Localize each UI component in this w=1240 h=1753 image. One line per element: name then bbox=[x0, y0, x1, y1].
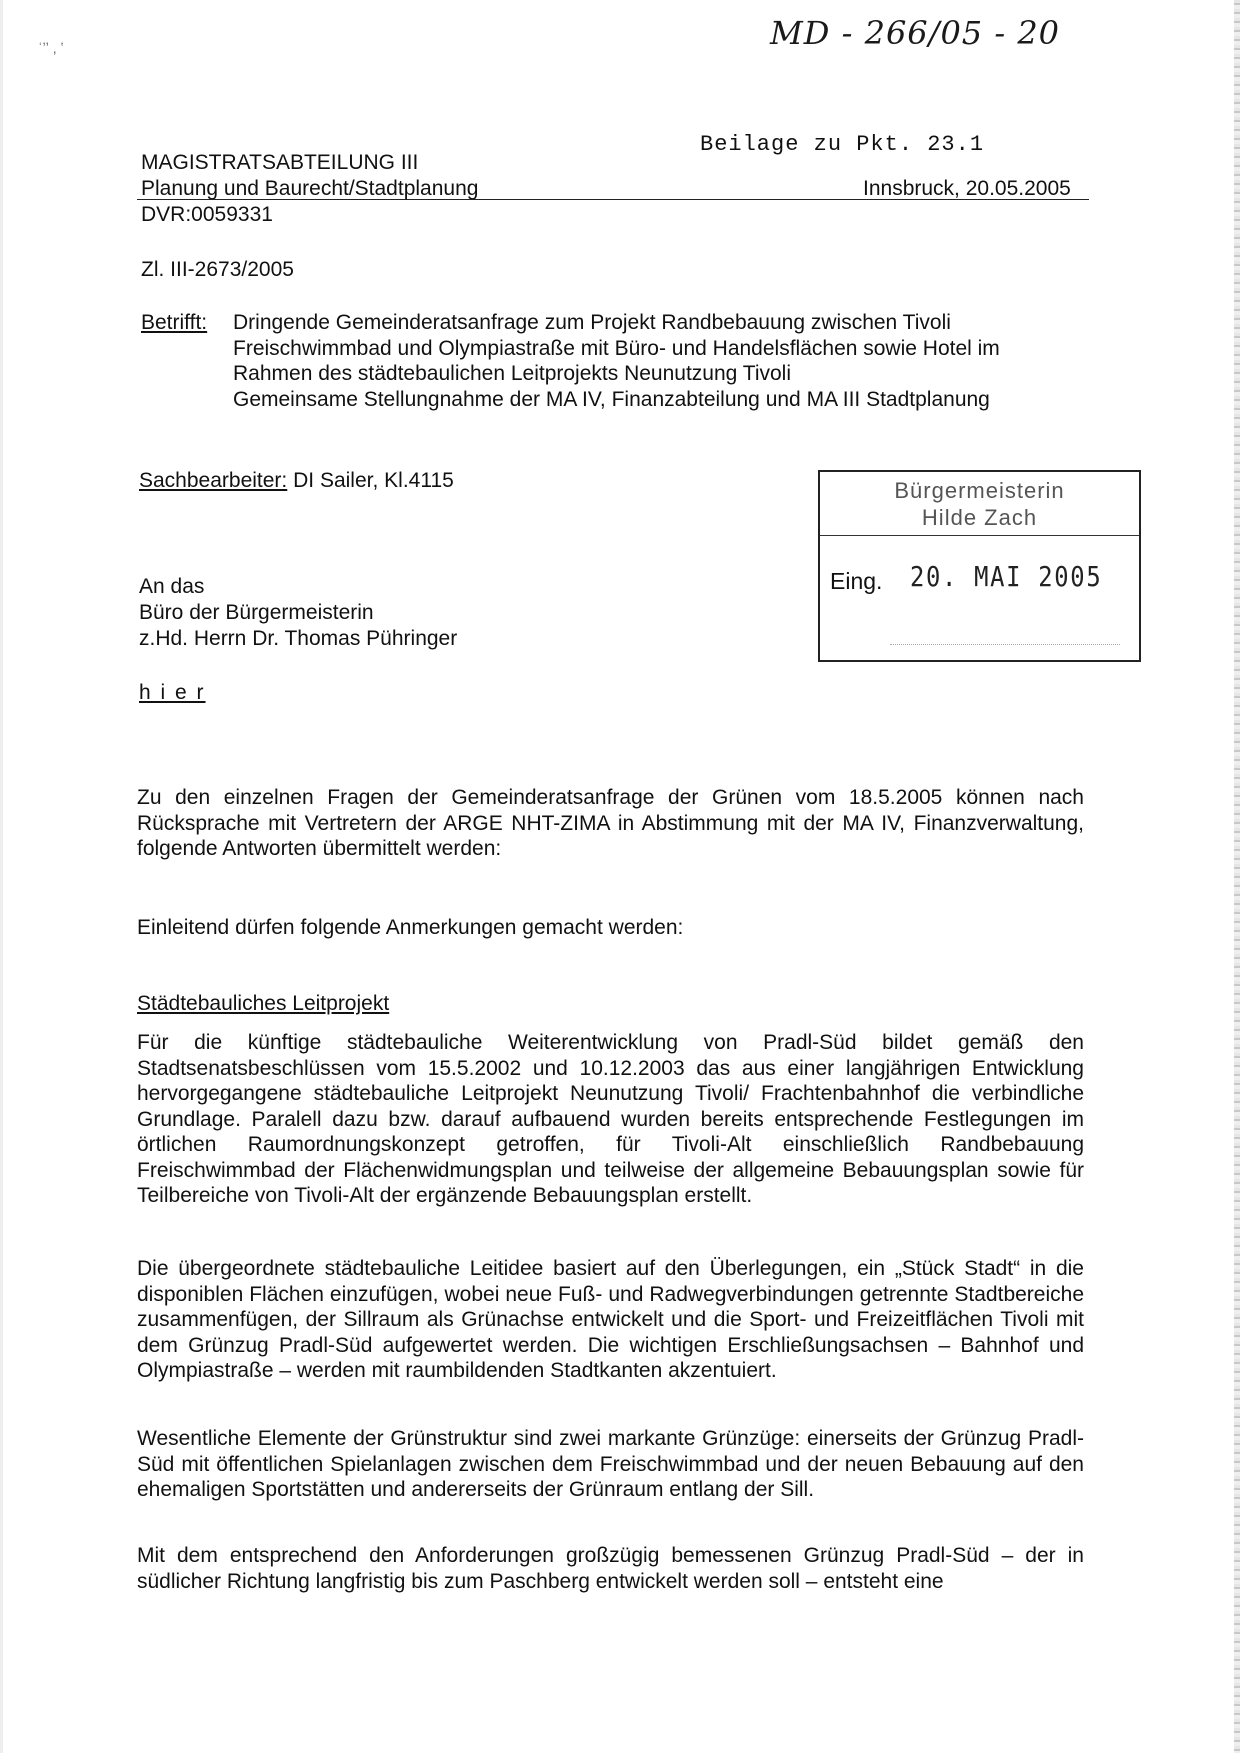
subject-line: Rahmen des städtebaulichen Leitprojekts Neunutzung Tivoli bbox=[233, 362, 792, 385]
subject-label: Betrifft: bbox=[141, 311, 208, 334]
stamp-office: Bürgermeisterin bbox=[894, 478, 1065, 503]
stamp-person: Hilde Zach bbox=[921, 505, 1038, 530]
body-paragraph: Für die künftige städtebauliche Weiterentwicklung von Pradl-Süd bildet gemäß den Stadtsenatsbeschlüssen vom 15.5.2002 und 10.12.2003 das aus einer langjährigen Entwicklung hervorgegangene städtebauliche Leitprojekt Neunutzung Tivoli/ Frachtenbahnhof die verbindliche Grundlage. Paralell dazu bzw. darauf aufbauend wurden bereits entsprechende Festlegungen im örtlichen Raumordnungskonzept getroffen, für Tivoli-Alt einschließlich Randbebauung Freischwimmbad der Flächenwidmungsplan und teilweise der allgemeine Bebauungsplan sowie für Teilbereiche von Tivoli-Alt der ergänzende Bebauungsplan erstellt. bbox=[137, 1031, 1084, 1207]
sub-department: Planung und Baurecht/Stadtplanung bbox=[141, 177, 479, 200]
subject-line: Freischwimmbad und Olympiastraße mit Büro- und Handelsflächen sowie Hotel im bbox=[233, 336, 1000, 360]
recipient-block bbox=[139, 574, 457, 652]
section-heading: Städtebauliches Leitprojekt bbox=[137, 992, 390, 1015]
clerk-line bbox=[139, 468, 454, 494]
clerk-label: Sachbearbeiter: bbox=[139, 469, 288, 492]
stamp-signature-line bbox=[890, 644, 1120, 645]
department-name: MAGISTRATSABTEILUNG III bbox=[141, 151, 419, 174]
receipt-stamp bbox=[818, 470, 1141, 662]
attachment-note: Beilage zu Pkt. 23.1 bbox=[700, 132, 985, 157]
place-date: Innsbruck, 20.05.2005 bbox=[863, 177, 1071, 200]
subject-line: Dringende Gemeinderatsanfrage zum Projekt Randbebauung zwischen Tivoli bbox=[233, 311, 951, 334]
lead-in-text: Einleitend dürfen folgende Anmerkungen gemacht werden: bbox=[137, 916, 684, 939]
stamp-received-date: 20. MAI 2005 bbox=[910, 560, 1103, 593]
clerk-value: DI Sailer, Kl.4115 bbox=[293, 469, 454, 492]
reference-number: Zl. III-2673/2005 bbox=[141, 258, 294, 281]
subject-block bbox=[233, 310, 1089, 412]
recipient-line: z.Hd. Herrn Dr. Thomas Pühringer bbox=[139, 627, 458, 650]
local-delivery-note: h i e r bbox=[139, 681, 206, 704]
body-paragraph: Die übergeordnete städtebauliche Leitidee basiert auf den Überlegungen, ein „Stück Stadt“ in die disponiblen Flächen einzufügen, wobei neue Fuß- und Radwegverbindungen getrennte Stadtbereiche zusammenfügen, der Sillraum als Grünachse entwickelt und die Sport- und Freizeitflächen Tivoli mit dem Grünzug Pradl-Süd aufgewertet werden. Die wichtigen Erschließungsachsen – Bahnhof und Olympiastraße – werden mit raumbildenden Stadtkanten akzentuiert. bbox=[137, 1257, 1084, 1382]
subject-line: Gemeinsame Stellungnahme der MA IV, Finanzabteilung und MA III Stadtplanung bbox=[233, 387, 990, 411]
handwritten-reference: MD - 266/05 - 20 bbox=[770, 14, 1061, 52]
stamp-divider bbox=[820, 535, 1139, 536]
margin-mark: ʿʼʼ , ʽ bbox=[38, 40, 64, 56]
scan-right-edge bbox=[1234, 0, 1240, 1753]
body-paragraph: Wesentliche Elemente der Grünstruktur sind zwei markante Grünzüge: einerseits der Grünzug Pradl-Süd mit öffentlichen Spielanlagen zwischen dem Freischwimmbad und der neuen Bebauung auf den ehemaligen Sportstätten und andererseits der Grünraum entlang der Sill. bbox=[137, 1427, 1084, 1501]
recipient-line: Büro der Bürgermeisterin bbox=[139, 601, 374, 624]
body-paragraph: Mit dem entsprechend den Anforderungen großzügig bemessenen Grünzug Pradl-Süd – der in südlicher Richtung langfristig bis zum Paschberg entwickelt werden soll – entsteht eine bbox=[137, 1544, 1084, 1593]
recipient-line: An das bbox=[139, 575, 205, 598]
dvr-number: DVR:0059331 bbox=[141, 203, 273, 226]
stamp-received-label: Eing. bbox=[830, 568, 883, 594]
scan-left-edge bbox=[0, 0, 3, 1753]
header-rule bbox=[137, 199, 1089, 200]
intro-paragraph: Zu den einzelnen Fragen der Gemeinderatsanfrage der Grünen vom 18.5.2005 können nach Rücksprache mit Vertretern der ARGE NHT-ZIMA in Abstimmung mit der MA IV, Finanzverwaltung, folgende Antworten übermittelt werden: bbox=[137, 786, 1084, 860]
